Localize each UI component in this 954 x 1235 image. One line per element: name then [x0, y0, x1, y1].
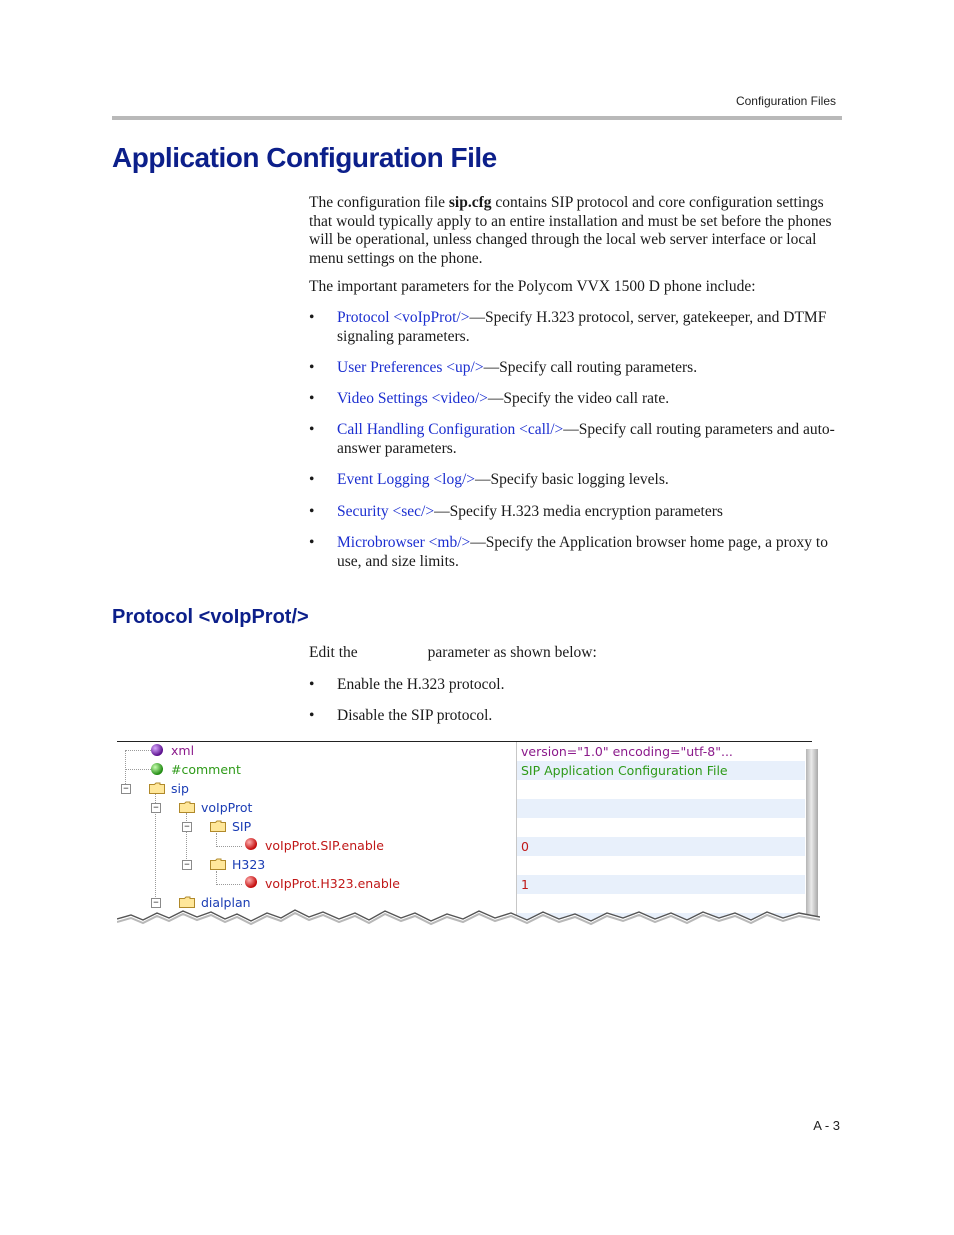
folder-icon — [210, 820, 226, 832]
edit-text-before: Edit the — [309, 644, 358, 661]
tree-node-label: voIpProt — [201, 800, 253, 815]
tree-connector — [216, 884, 242, 885]
param-link-microbrowser[interactable]: Microbrowser <mb/> — [337, 534, 471, 551]
bullet: • — [309, 421, 315, 438]
purple-orb-icon — [151, 744, 163, 756]
collapse-toggle[interactable]: − — [121, 784, 131, 794]
param-desc: —Specify the video call rate. — [487, 390, 670, 407]
params-intro: The important parameters for the Polycom VVX 1500 D phone include: — [309, 278, 756, 295]
tree-node-label: voIpProt.H323.enable — [265, 876, 400, 891]
tree-node-label: voIpProt.SIP.enable — [265, 838, 384, 853]
tree-connector — [216, 871, 217, 885]
green-orb-icon — [151, 763, 163, 775]
param-link-protocol[interactable]: Protocol <voIpProt/> — [337, 309, 470, 326]
value-row — [517, 761, 805, 780]
tree-connector — [216, 846, 242, 847]
step-text: Disable the SIP protocol. — [337, 707, 493, 724]
config-filename: sip.cfg — [448, 194, 492, 211]
param-link-call-handling[interactable]: Call Handling Configuration <call/> — [337, 421, 564, 438]
bullet: • — [309, 676, 315, 693]
page-number: A - 3 — [813, 1118, 840, 1133]
value-row — [517, 799, 805, 818]
red-orb-icon — [245, 876, 257, 888]
tree-connector — [186, 813, 187, 865]
bullet: • — [309, 503, 315, 520]
intro-paragraph — [309, 194, 839, 268]
tree-node-label: #comment — [171, 762, 241, 777]
step-text: Enable the H.323 protocol. — [337, 676, 505, 693]
bullet: • — [309, 534, 315, 551]
param-link-security[interactable]: Security <sec/> — [337, 503, 435, 520]
tree-connector — [125, 750, 151, 751]
edit-instruction — [309, 644, 597, 662]
tree-node-label: SIP — [232, 819, 252, 834]
intro-text-after: contains SIP protocol and core configuration settings that would typically apply to an entire installation and must be set before the phones will be operational, unless changed through the local web server interface or local menu settings on the phone. — [309, 194, 832, 267]
bullet: • — [309, 707, 315, 724]
collapse-toggle[interactable]: − — [182, 860, 192, 870]
bullet: • — [309, 309, 315, 326]
tree-connector — [125, 769, 151, 770]
edit-text-after: parameter as shown below: — [427, 644, 597, 661]
folder-icon — [179, 801, 195, 813]
param-link-event-logging[interactable]: Event Logging <log/> — [337, 471, 476, 488]
folder-icon — [149, 782, 165, 794]
intro-text-before: The configuration file — [309, 194, 449, 211]
value-comment[interactable]: SIP Application Configuration File — [521, 763, 728, 778]
param-desc: —Specify call routing parameters. — [483, 359, 698, 376]
header-rule — [112, 116, 842, 120]
param-desc: —Specify call routing parameters and auto-answer parameters. — [337, 421, 835, 457]
tree-node-label: dialplan — [201, 895, 251, 910]
value-h323-enable[interactable]: 1 — [521, 877, 529, 892]
section-title-protocol: Protocol <voIpProt/> — [112, 606, 309, 628]
param-desc: —Specify H.323 media encryption parameters — [434, 503, 723, 520]
tree-node-label: sip — [171, 781, 189, 796]
page-title: Application Configuration File — [112, 142, 497, 173]
header-section-label: Configuration Files — [735, 94, 836, 108]
value-row — [517, 780, 805, 799]
param-link-video-settings[interactable]: Video Settings <video/> — [337, 390, 488, 407]
value-row — [517, 875, 805, 894]
tree-node-label: H323 — [232, 857, 266, 872]
torn-edge — [117, 901, 820, 941]
param-desc: —Specify H.323 protocol, server, gatekeeper, and DTMF signaling parameters. — [337, 309, 827, 345]
value-row — [517, 856, 805, 875]
value-row — [517, 837, 805, 856]
folder-icon — [210, 858, 226, 870]
value-xml[interactable]: version="1.0" encoding="utf-8"... — [521, 744, 733, 759]
bullet: • — [309, 390, 315, 407]
collapse-toggle[interactable]: − — [151, 898, 161, 908]
red-orb-icon — [245, 838, 257, 850]
bullet: • — [309, 471, 315, 488]
bullet: • — [309, 359, 315, 376]
tree-node-label: xml — [171, 743, 195, 758]
value-sip-enable[interactable]: 0 — [521, 839, 529, 854]
value-row — [517, 818, 805, 837]
param-link-user-preferences[interactable]: User Preferences <up/> — [337, 359, 484, 376]
tree-connector — [216, 833, 217, 847]
collapse-toggle[interactable]: − — [182, 822, 192, 832]
param-desc: —Specify basic logging levels. — [475, 471, 669, 488]
param-desc: —Specify the Application browser home page, a proxy to use, and size limits. — [337, 534, 828, 570]
collapse-toggle[interactable]: − — [151, 803, 161, 813]
value-row — [517, 742, 805, 761]
xml-tree-screenshot — [117, 741, 820, 941]
